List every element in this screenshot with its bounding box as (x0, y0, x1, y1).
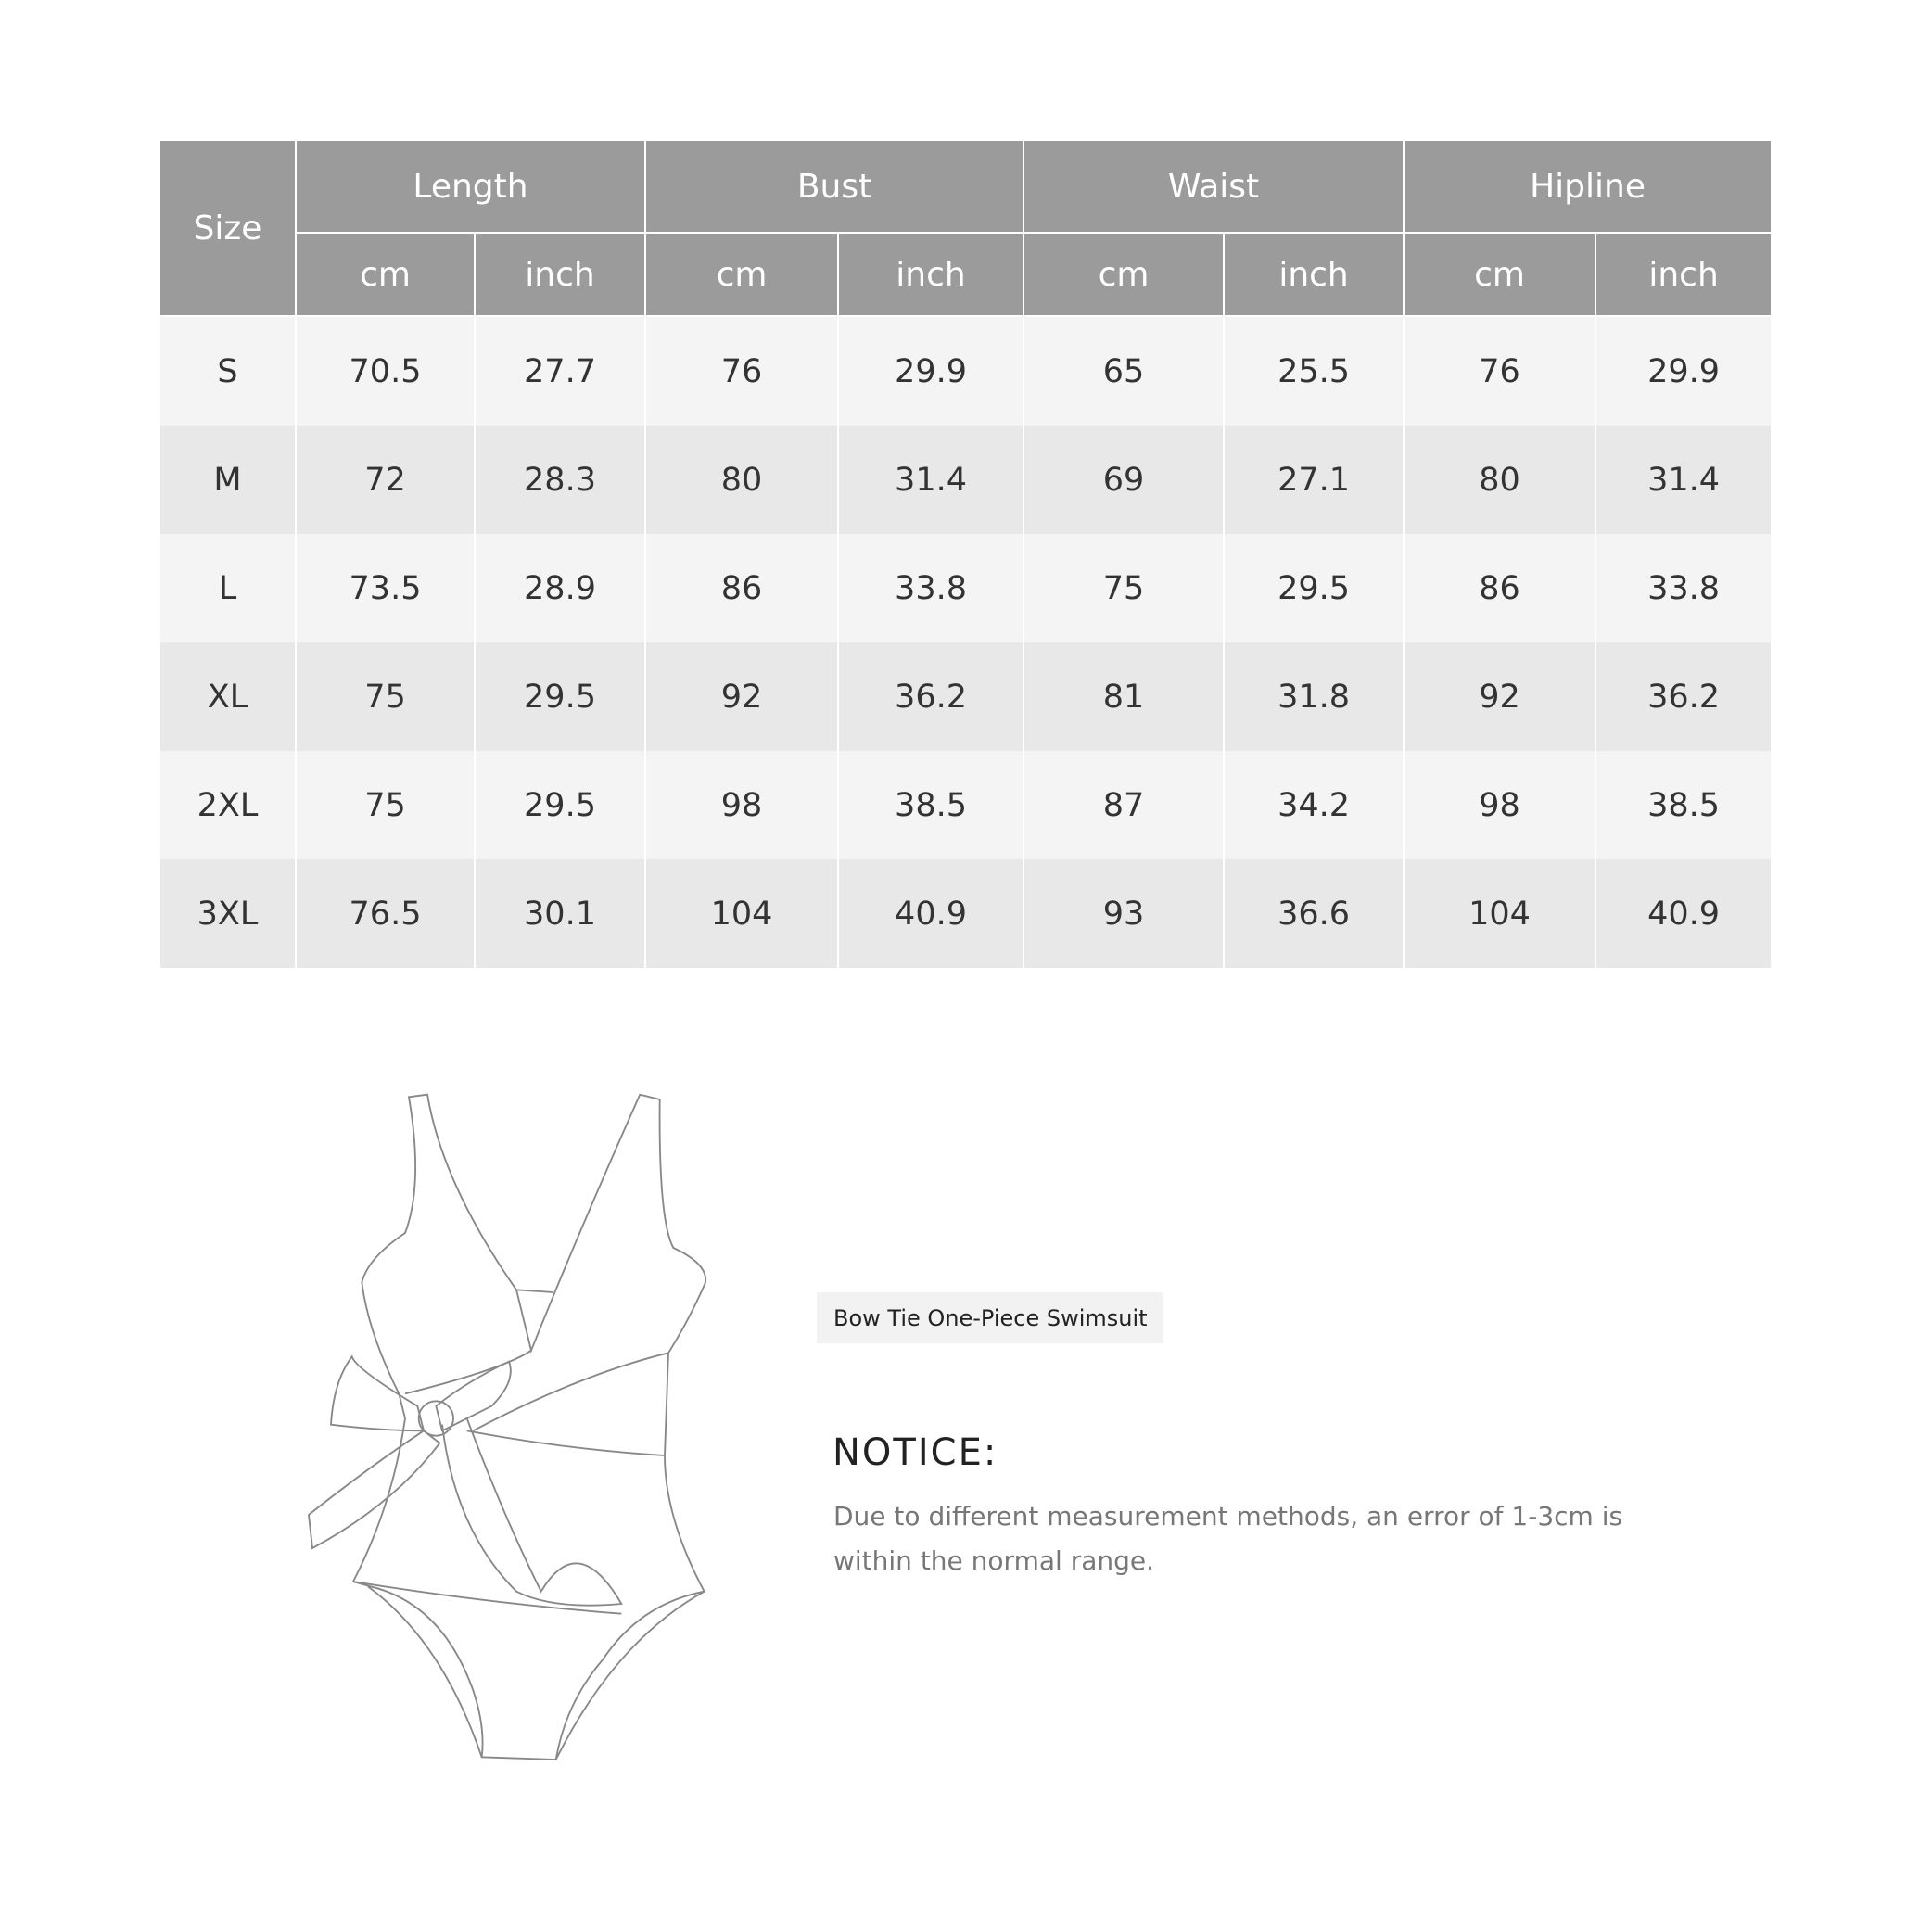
measurement-cell: 70.5 (296, 316, 475, 426)
size-cell: XL (160, 642, 296, 751)
measurement-cell: 31.4 (838, 426, 1023, 534)
measurement-cell: 31.8 (1224, 642, 1404, 751)
measurement-cell: 75 (1023, 534, 1224, 642)
table-row (160, 426, 1771, 534)
size-header: Size (160, 141, 296, 316)
table-row (160, 642, 1771, 751)
measurement-cell: 33.8 (1595, 534, 1771, 642)
unit-header-inch: inch (1595, 233, 1771, 316)
measurement-cell: 87 (1023, 751, 1224, 859)
hipline-header: Hipline (1404, 141, 1771, 233)
measurement-cell: 40.9 (1595, 859, 1771, 968)
length-header: Length (296, 141, 645, 233)
size-cell: S (160, 316, 296, 426)
measurement-cell: 30.1 (475, 859, 645, 968)
product-name: Bow Tie One-Piece Swimsuit (833, 1304, 1148, 1331)
measurement-cell: 104 (1404, 859, 1595, 968)
notice-text: Due to different measurement methods, an error of 1-3cm is within the normal range. (833, 1501, 1623, 1576)
measurement-cell: 27.7 (475, 316, 645, 426)
unit-header-cm: cm (296, 233, 475, 316)
unit-header-cm: cm (645, 233, 838, 316)
size-chart-table (160, 141, 1771, 968)
table-row (160, 751, 1771, 859)
measurement-cell: 86 (645, 534, 838, 642)
measurement-cell: 29.5 (475, 642, 645, 751)
measurement-cell: 69 (1023, 426, 1224, 534)
measurement-cell: 29.5 (1224, 534, 1404, 642)
unit-header-cm: cm (1023, 233, 1224, 316)
measurement-cell: 75 (296, 642, 475, 751)
measurement-cell: 28.3 (475, 426, 645, 534)
measurement-cell: 98 (1404, 751, 1595, 859)
measurement-cell: 76 (1404, 316, 1595, 426)
unit-header-inch: inch (475, 233, 645, 316)
measurement-cell: 29.5 (475, 751, 645, 859)
unit-header-inch: inch (1224, 233, 1404, 316)
measurement-cell: 93 (1023, 859, 1224, 968)
unit-header-inch: inch (838, 233, 1023, 316)
measurement-cell: 92 (645, 642, 838, 751)
product-name-label (817, 1292, 1163, 1343)
measurement-cell: 27.1 (1224, 426, 1404, 534)
measurement-cell: 92 (1404, 642, 1595, 751)
measurement-cell: 40.9 (838, 859, 1023, 968)
size-cell: 2XL (160, 751, 296, 859)
size-cell: 3XL (160, 859, 296, 968)
measurement-cell: 25.5 (1224, 316, 1404, 426)
unit-header-cm: cm (1404, 233, 1595, 316)
measurement-cell: 65 (1023, 316, 1224, 426)
measurement-cell: 75 (296, 751, 475, 859)
measurement-cell: 76.5 (296, 859, 475, 968)
measurement-cell: 34.2 (1224, 751, 1404, 859)
measurement-cell: 29.9 (1595, 316, 1771, 426)
measurement-cell: 72 (296, 426, 475, 534)
table-row (160, 534, 1771, 642)
swimsuit-illustration (299, 1085, 716, 1771)
measurement-cell: 33.8 (838, 534, 1023, 642)
measurement-cell: 28.9 (475, 534, 645, 642)
measurement-cell: 31.4 (1595, 426, 1771, 534)
measurement-cell: 86 (1404, 534, 1595, 642)
measurement-cell: 38.5 (838, 751, 1023, 859)
table-row (160, 316, 1771, 426)
measurement-cell: 81 (1023, 642, 1224, 751)
size-cell: L (160, 534, 296, 642)
size-cell: M (160, 426, 296, 534)
measurement-cell: 98 (645, 751, 838, 859)
measurement-cell: 36.2 (838, 642, 1023, 751)
measurement-cell: 76 (645, 316, 838, 426)
measurement-cell: 36.2 (1595, 642, 1771, 751)
measurement-cell: 104 (645, 859, 838, 968)
measurement-cell: 38.5 (1595, 751, 1771, 859)
measurement-cell: 36.6 (1224, 859, 1404, 968)
notice-title: NOTICE: (833, 1431, 998, 1474)
table-row (160, 859, 1771, 968)
measurement-cell: 80 (645, 426, 838, 534)
measurement-cell: 80 (1404, 426, 1595, 534)
measurement-cell: 73.5 (296, 534, 475, 642)
waist-header: Waist (1023, 141, 1404, 233)
bust-header: Bust (645, 141, 1023, 233)
measurement-cell: 29.9 (838, 316, 1023, 426)
